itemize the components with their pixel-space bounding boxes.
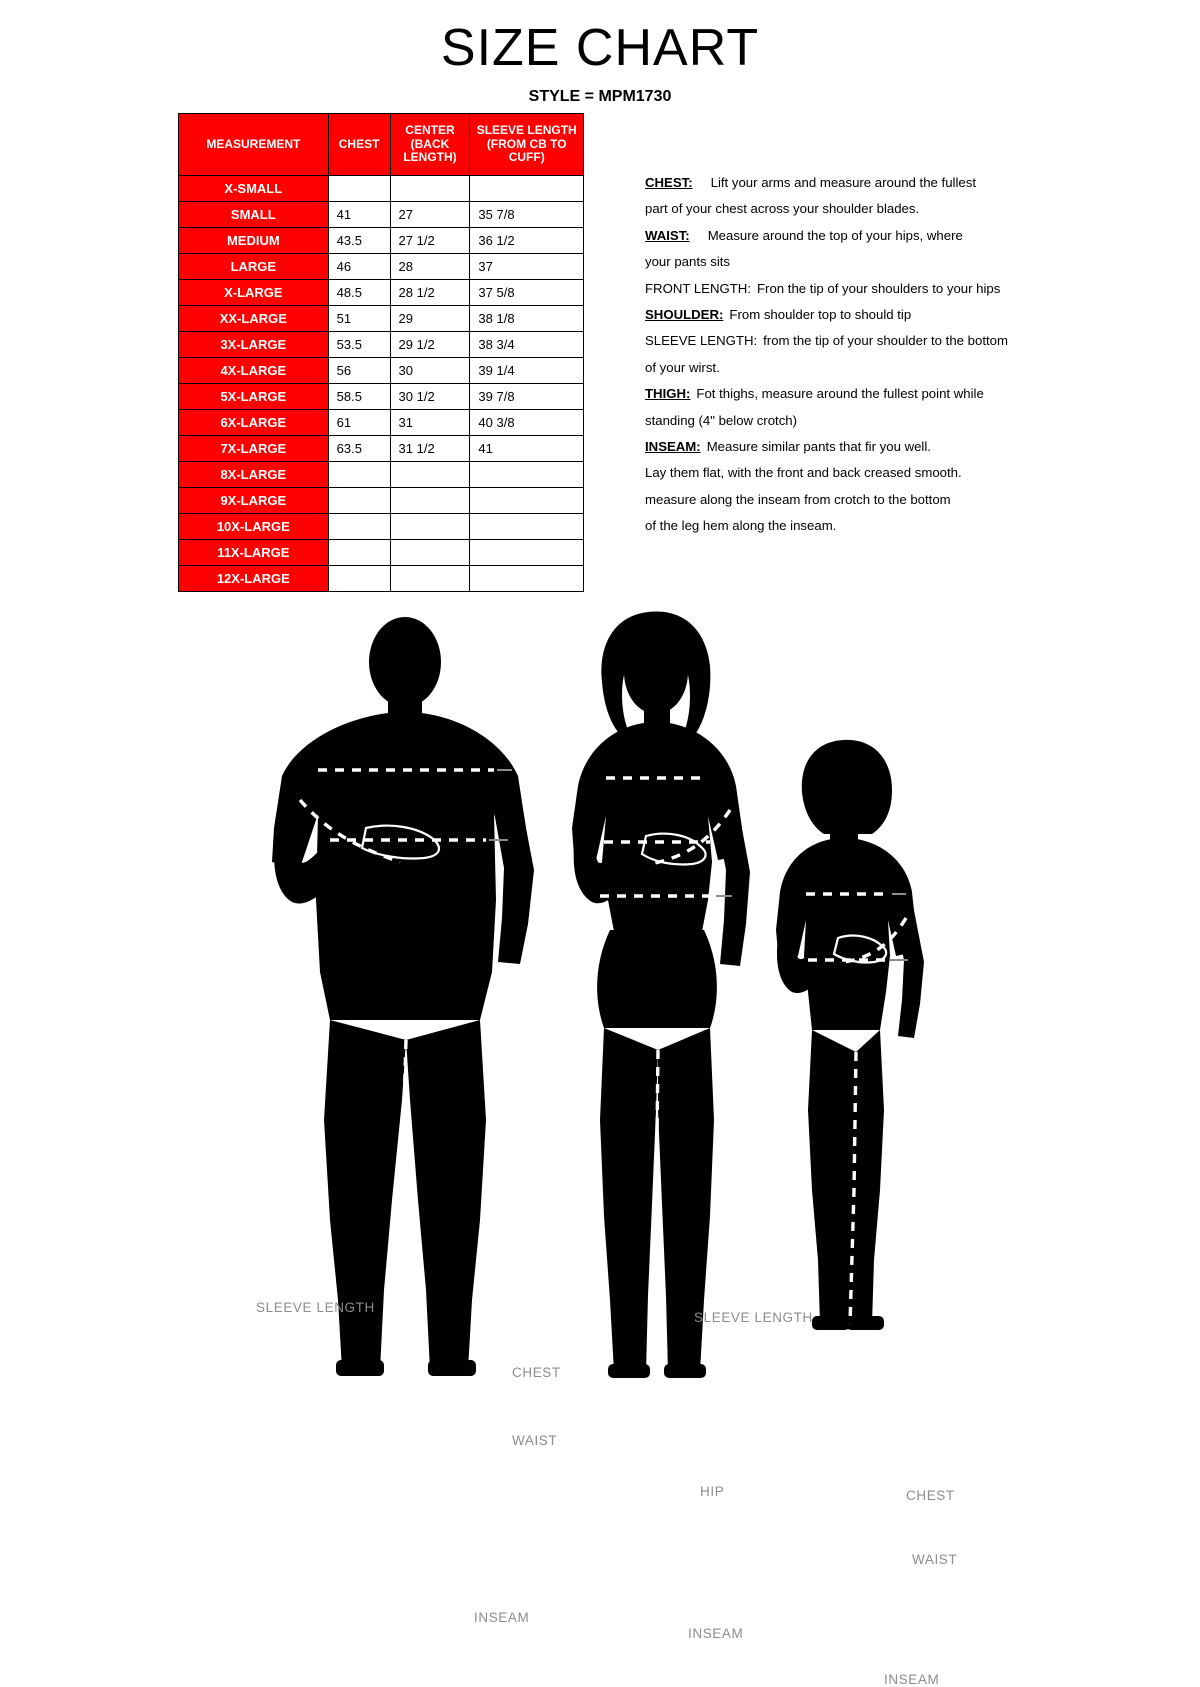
table-row (179, 228, 584, 254)
instruction-line (645, 460, 1045, 486)
instruction-line (645, 487, 1045, 513)
column-header-measurement: MEASUREMENT (179, 114, 329, 176)
instruction-line (645, 355, 1045, 381)
size-label: X-SMALL (179, 176, 329, 202)
table-row (179, 332, 584, 358)
size-label: 10X-LARGE (179, 514, 329, 540)
sleeve-value: 38 1/8 (470, 306, 584, 332)
sleeve-value (470, 488, 584, 514)
label-male-chest: CHEST (512, 1365, 561, 1380)
child-figure (776, 740, 924, 1330)
sleeve-value (470, 514, 584, 540)
size-label: XX-LARGE (179, 306, 329, 332)
instruction-text: Fot thighs, measure around the fullest point while (696, 386, 984, 402)
chest-value (328, 566, 390, 592)
chest-value (328, 540, 390, 566)
instruction-text: measure along the inseam from crotch to the bottom (645, 491, 951, 507)
label-male-inseam: INSEAM (474, 1610, 530, 1625)
table-row (179, 410, 584, 436)
center-value: 29 (390, 306, 470, 332)
size-label: 5X-LARGE (179, 384, 329, 410)
table-row (179, 514, 584, 540)
center-value: 27 (390, 202, 470, 228)
size-measurement-table (178, 113, 584, 592)
instruction-line (645, 276, 1045, 302)
center-value: 30 1/2 (390, 384, 470, 410)
page-title: SIZE CHART (440, 19, 760, 77)
instruction-text: your pants sits (645, 254, 731, 270)
center-value (390, 462, 470, 488)
size-label: 12X-LARGE (179, 566, 329, 592)
chest-value (328, 176, 390, 202)
figures-illustration (0, 600, 1200, 1200)
instruction-text: Measure similar pants that fir you well. (706, 439, 931, 455)
chest-value: 61 (328, 410, 390, 436)
body-figures (0, 600, 1200, 1687)
column-header-sleeve-length: SLEEVE LENGTH (FROM CB TO CUFF) (470, 114, 584, 176)
table-row (179, 436, 584, 462)
instruction-text: Lift your arms and measure around the fullest (710, 175, 976, 190)
size-label: X-LARGE (179, 280, 329, 306)
instruction-text: Fron the tip of your shoulders to your hips (757, 280, 1001, 296)
center-value (390, 176, 470, 202)
label-male-sleeve-length: SLEEVE LENGTH (256, 1300, 375, 1315)
table-row (179, 306, 584, 332)
table-row (179, 254, 584, 280)
label-male-waist: WAIST (512, 1433, 558, 1448)
measuring-instructions (645, 170, 1045, 540)
male-figure (272, 617, 534, 1376)
sleeve-value: 35 7/8 (470, 202, 584, 228)
sleeve-value: 36 1/2 (470, 228, 584, 254)
size-label: LARGE (179, 254, 329, 280)
center-value: 29 1/2 (390, 332, 470, 358)
size-label: 6X-LARGE (179, 410, 329, 436)
instruction-line (645, 223, 1045, 249)
instruction-text: of the leg hem along the inseam. (645, 518, 837, 534)
column-header-center-back-length: CENTER (BACK LENGTH) (390, 114, 470, 176)
label-female-hip: HIP (700, 1484, 725, 1499)
instruction-text: Lay them flat, with the front and back creased smooth. (645, 465, 962, 481)
size-label: 9X-LARGE (179, 488, 329, 514)
instruction-label: WAIST: (645, 227, 690, 243)
sleeve-value: 41 (470, 436, 584, 462)
sleeve-value (470, 540, 584, 566)
instruction-line (645, 381, 1045, 407)
center-value (390, 540, 470, 566)
center-value (390, 566, 470, 592)
label-child-waist: WAIST (912, 1552, 958, 1567)
chest-value: 48.5 (328, 280, 390, 306)
chest-value: 53.5 (328, 332, 390, 358)
center-value: 28 1/2 (390, 280, 470, 306)
size-label: 3X-LARGE (179, 332, 329, 358)
chest-value: 58.5 (328, 384, 390, 410)
chest-value (328, 488, 390, 514)
chest-value: 56 (328, 358, 390, 384)
table-header (179, 114, 584, 176)
size-label: MEDIUM (179, 228, 329, 254)
sleeve-value: 37 5/8 (470, 280, 584, 306)
sleeve-value: 40 3/8 (470, 410, 584, 436)
sleeve-value (470, 566, 584, 592)
size-label: 4X-LARGE (179, 358, 329, 384)
size-label: SMALL (179, 202, 329, 228)
table-row (179, 384, 584, 410)
instruction-label: SLEEVE LENGTH: (645, 333, 758, 349)
table-row (179, 202, 584, 228)
chest-value: 63.5 (328, 436, 390, 462)
center-value: 28 (390, 254, 470, 280)
instruction-line (645, 196, 1045, 222)
instruction-text: Measure around the top of your hips, where (707, 227, 963, 243)
chest-value (328, 462, 390, 488)
instruction-label: CHEST: (645, 175, 693, 190)
table-row (179, 566, 584, 592)
center-value: 30 (390, 358, 470, 384)
sleeve-value (470, 462, 584, 488)
sleeve-value: 37 (470, 254, 584, 280)
center-value (390, 514, 470, 540)
instruction-label: INSEAM: (645, 439, 701, 455)
sleeve-value: 39 7/8 (470, 384, 584, 410)
instruction-line (645, 170, 1045, 196)
center-value: 31 1/2 (390, 436, 470, 462)
female-figure (572, 612, 750, 1378)
instruction-label: THIGH: (645, 386, 691, 402)
instruction-text: standing (4" below crotch) (645, 412, 798, 428)
sleeve-value (470, 176, 584, 202)
size-label: 7X-LARGE (179, 436, 329, 462)
label-child-chest: CHEST (906, 1488, 955, 1503)
size-label: 11X-LARGE (179, 540, 329, 566)
instruction-text: of your wirst. (645, 359, 720, 375)
instruction-line (645, 249, 1045, 275)
chest-value: 46 (328, 254, 390, 280)
table-body (179, 176, 584, 592)
instruction-label: FRONT LENGTH: (645, 280, 751, 296)
style-code: STYLE = MPM1730 (528, 88, 672, 105)
label-child-inseam: INSEAM (884, 1672, 940, 1687)
instruction-line (645, 328, 1045, 354)
table-header-row (179, 114, 584, 176)
chest-value: 41 (328, 202, 390, 228)
size-label: 8X-LARGE (179, 462, 329, 488)
instruction-text: From shoulder top to should tip (729, 307, 912, 323)
chest-value: 51 (328, 306, 390, 332)
table-row (179, 488, 584, 514)
instruction-line (645, 513, 1045, 539)
table-row (179, 462, 584, 488)
instruction-line (645, 434, 1045, 460)
label-female-inseam: INSEAM (688, 1626, 744, 1641)
chest-value: 43.5 (328, 228, 390, 254)
instruction-line (645, 408, 1045, 434)
table-row (179, 280, 584, 306)
table-row (179, 540, 584, 566)
table-row (179, 358, 584, 384)
chest-value (328, 514, 390, 540)
sleeve-value: 38 3/4 (470, 332, 584, 358)
table-row (179, 176, 584, 202)
instruction-text: from the tip of your shoulder to the bottom (763, 333, 1008, 349)
center-value: 27 1/2 (390, 228, 470, 254)
center-value: 31 (390, 410, 470, 436)
sleeve-value: 39 1/4 (470, 358, 584, 384)
label-female-sleeve-length: SLEEVE LENGTH (694, 1310, 813, 1325)
center-value (390, 488, 470, 514)
column-header-chest: CHEST (328, 114, 390, 176)
instruction-line (645, 302, 1045, 328)
instruction-text: part of your chest across your shoulder blades. (645, 201, 920, 217)
instruction-label: SHOULDER: (645, 307, 724, 323)
